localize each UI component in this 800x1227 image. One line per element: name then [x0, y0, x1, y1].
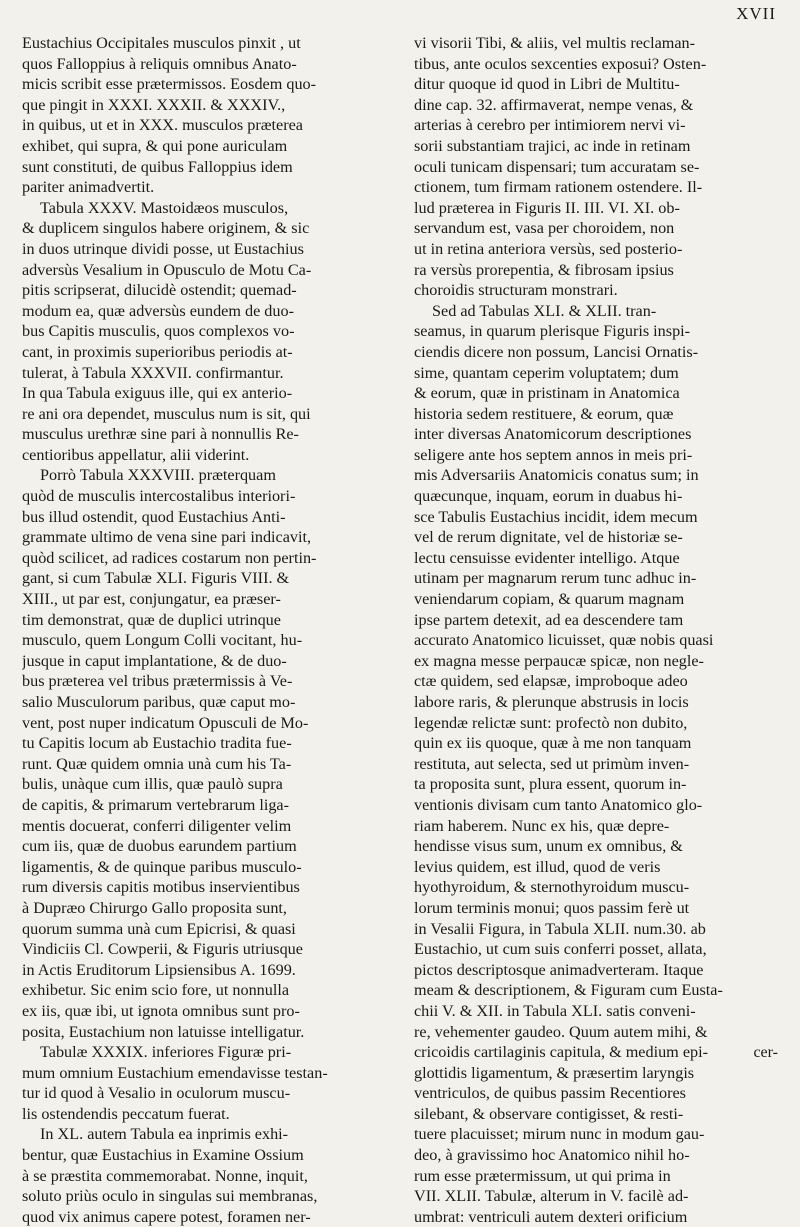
text-line: meam & descriptionem, & Figuram cum Eusta-: [414, 981, 723, 1000]
text-line: hendisse visus sum, unum ex omnibus, &: [414, 837, 683, 856]
text-line: tu Capitis locum ab Eustachio tradita fue-: [22, 734, 292, 753]
text-line: mentis docuerat, conferri diligenter velim: [22, 816, 292, 835]
text-line: & eorum, quæ in pristinam in Anatomica: [414, 384, 680, 403]
text-line: ut in retina anteriora versùs, sed posterio-: [414, 239, 683, 258]
text-line: Porrò Tabula XXXVIII. præterquam: [40, 466, 276, 485]
text-line: tulerat, à Tabula XXXVII. confirmantur.: [22, 363, 284, 382]
text-line: deo, à gravissimo hoc Anatomico nihil ho-: [414, 1146, 690, 1165]
text-line: restituta, aut selecta, sed ut primùm inven-: [414, 754, 690, 773]
text-line: bentur, quæ Eustachius in Examine Ossium: [22, 1146, 304, 1165]
text-line: adversùs Vesalium in Opusculo de Motu Ca-: [22, 260, 312, 279]
text-line: rum esse prætermissum, ut qui prima in: [414, 1166, 671, 1185]
text-line: ex iis, quæ ibi, ut ignota omnibus sunt pro-: [22, 1001, 300, 1020]
text-line: tur id quod à Vesalio in oculorum muscu-: [22, 1084, 291, 1103]
text-line: modum ea, quæ adversùs eundem de duo-: [22, 301, 294, 320]
text-line: quòd de musculis intercostalibus interiori-: [22, 487, 296, 506]
text-line: seamus, in quarum plerisque Figuris inspi-: [414, 322, 691, 341]
text-line: Tabula XXXV. Mastoidæos musculos,: [40, 198, 289, 217]
text-line: tim demonstrat, quæ de duplici utrinque: [22, 610, 281, 629]
text-line: rum diversis capitis motibus inservientibus: [22, 878, 300, 897]
text-line: exhibet, qui supra, & qui pone auriculam: [22, 136, 288, 155]
text-line: cum iis, quæ de duobus earundem partium: [22, 837, 297, 856]
text-line: vi visorii Tibi, & aliis, vel multis reclaman-: [414, 34, 696, 52]
left-column: [22, 33, 386, 1227]
text-line: Sed ad Tabulas XLI. & XLII. tran-: [432, 301, 657, 320]
text-line: tibus, ante oculos sexcenties exposui? Osten-: [414, 54, 707, 73]
text-line: sce Tabulis Eustachius incidit, idem mecum: [414, 507, 698, 526]
text-line: choroidis structuram monstrari.: [414, 281, 618, 300]
text-line: legendæ relictæ sunt: profectò non dubito,: [414, 713, 688, 732]
text-line: quin ex iis quoque, quæ à me non tanquam: [414, 734, 692, 753]
text-line: utinam per magnarum rerum tunc adhuc in-: [414, 569, 697, 588]
text-line: pitis scripserat, dilucidè ostendit; quemad-: [22, 281, 297, 300]
text-line: inter diversas Anatomicorum descriptiones: [414, 425, 692, 444]
text-line: que pingit in XXXI. XXXII. & XXXIV.,: [22, 95, 286, 114]
text-line: jusque in caput implantatione, & de duo-: [22, 651, 287, 670]
text-line: tuere placuisset; mirum nunc in modum gau-: [414, 1125, 705, 1144]
text-line: quorum summa unà cum Epicrisi, & quasi: [22, 919, 296, 938]
text-line: posita, Eustachium non latuisse intelligatur.: [22, 1022, 305, 1041]
text-line: centioribus appellatur, alii viderint.: [22, 445, 250, 464]
text-line: ligamentis, & de quinque paribus musculo-: [22, 857, 302, 876]
text-line: ditur quoque id quod in Libri de Multitu-: [414, 75, 680, 94]
text-line: ipse partem detexit, ad ea descendere tam: [414, 610, 684, 629]
text-line: cant, in proximis superioribus periodis at-: [22, 342, 293, 361]
right-column: [414, 33, 784, 1227]
text-line: levius quidem, est illud, quod de veris: [414, 857, 661, 876]
text-line: VII. XLII. Tabulæ, alterum in V. facilè ad-: [414, 1187, 689, 1206]
text-line: musculo, quem Longum Colli vocitant, hu-: [22, 631, 303, 650]
text-line: in duos utrinque dividi posse, ut Eustachius: [22, 239, 304, 258]
text-line: veniendarum copiam, & quarum magnam: [414, 590, 685, 609]
text-line: quòd scilicet, ad radices costarum non pertin-: [22, 548, 317, 567]
text-line: micis scribit esse prætermissos. Eosdem quo-: [22, 75, 317, 94]
text-line: gant, si cum Tabulæ XLI. Figuris VIII. &: [22, 569, 290, 588]
text-line: arterias à cerebro per intimiorem nervi vi-: [414, 116, 686, 135]
text-line: lud præterea in Figuris II. III. VI. XI. ob-: [414, 198, 680, 217]
text-line: & duplicem singulos habere originem, & sic: [22, 219, 310, 238]
text-line: oculi tunicam dispensari; tum accuratam se-: [414, 157, 700, 176]
text-line: lis ostendendis peccatum fuerat.: [22, 1104, 230, 1123]
text-line: dine cap. 32. affirmaverat, nempe venas, &: [414, 95, 694, 114]
page-number: XVII: [736, 4, 776, 23]
text-line: in Actis Eruditorum Lipsiensibus A. 1699.: [22, 960, 296, 979]
text-line: exhibetur. Sic enim scio fore, ut nonnulla: [22, 981, 290, 1000]
text-line: umbrat: ventriculi autem dexteri orificium: [414, 1207, 688, 1226]
text-line: Tabulæ XXXIX. inferiores Figuræ pri-: [40, 1043, 292, 1062]
text-line: seligere ante hos septem annos in meis pri-: [414, 445, 693, 464]
text-line: Vindiciis Cl. Cowperii, & Figuris utriusque: [22, 940, 303, 959]
text-line: pictos descriptosque animadverteram. Itaque: [414, 960, 704, 979]
text-line: In XL. autem Tabula ea inprimis exhi-: [40, 1125, 289, 1144]
text-line: pariter animadvertit.: [22, 178, 155, 197]
text-line: à se præstita commemorabat. Nonne, inquit,: [22, 1166, 308, 1185]
text-line: runt. Quæ quidem omnia unà cum his Ta-: [22, 754, 292, 773]
text-line: bus præterea vel tribus prætermissis à Ve-: [22, 672, 293, 691]
text-line: hyothyroidum, & sternothyroidum muscu-: [414, 878, 690, 897]
text-line: sime, quantam ceperim voluptatem; dum: [414, 363, 679, 382]
text-line: servandum est, vasa per choroidem, non: [414, 219, 675, 238]
text-line: In qua Tabula exiguus ille, qui ex anterio-: [22, 384, 293, 403]
text-line: accurato Anatomico licuisset, quæ nobis quasi: [414, 631, 714, 650]
text-line: re, vehementer gaudeo. Quum autem mihi, &: [414, 1022, 708, 1041]
text-line: ciendis dicere non possum, Lancisi Ornatis-: [414, 342, 699, 361]
text-line: labore raris, & plerunque abstrusis in locis: [414, 693, 689, 711]
text-line: vent, post nuper indicatum Opusculi de Mo-: [22, 713, 309, 732]
text-line: bulis, unàque cum illis, quæ paulò supra: [22, 775, 283, 794]
text-line: quæcunque, inquam, eorum in duabus hi-: [414, 487, 683, 506]
text-line: Eustachius Occipitales musculos pinxit , ut: [22, 34, 301, 52]
text-line: ra versùs prorepentia, & fibrosam ipsius: [414, 260, 674, 279]
catchword: cer-: [753, 1044, 778, 1061]
text-line: re ani ora dependet, musculus num is sit, qui: [22, 404, 311, 423]
text-line: bus illud ostendit, quod Eustachius Anti-: [22, 507, 286, 526]
text-line: vel de rerum dignitate, vel de historiæ se-: [414, 528, 683, 547]
text-line: bus Capitis musculis, quos complexos vo-: [22, 322, 295, 341]
text-line: sorii substantiam trajici, ac inde in retinam: [414, 136, 691, 155]
text-line: riam haberem. Nunc ex his, quæ depre-: [414, 816, 670, 835]
text-line: à Dupræo Chirurgo Gallo proposita sunt,: [22, 898, 287, 917]
text-line: soluto priùs oculo in singulas sui membranas,: [22, 1187, 318, 1206]
text-line: lorum terminis monui; quos passim ferè ut: [414, 898, 690, 917]
text-line: ctionem, tum firmam rationem ostendere. Il-: [414, 178, 703, 197]
text-line: salio Musculorum paribus, quæ caput mo-: [22, 693, 296, 711]
text-line: ventionis divisam cum tanto Anatomico glo-: [414, 795, 703, 814]
text-line: ctæ quidem, sed elapsæ, improboque adeo: [414, 672, 688, 691]
text-line: grammate ultimo de vena sine pari indicavit,: [22, 528, 312, 547]
text-line: in Vesalii Figura, in Tabula XLII. num.30. ab: [414, 919, 706, 938]
text-line: ex magna messe perpaucæ spicæ, non negle-: [414, 651, 704, 670]
text-line: glottidis ligamentum, & præsertim laryngis: [414, 1063, 695, 1082]
text-line: ta proposita sunt, plura essent, quorum in-: [414, 775, 687, 794]
text-line: historia sedem restituere, & eorum, quæ: [414, 404, 674, 423]
text-line: sunt constituti, de quibus Falloppius idem: [22, 157, 293, 176]
text-line: lectu censuisse evidenter intelligo. Atque: [414, 548, 680, 567]
text-line: ventriculos, de quibus passim Recentiores: [414, 1084, 686, 1103]
text-line: de capitis, & primarum vertebrarum liga-: [22, 795, 289, 814]
text-line: mum omnium Eustachium emendavisse testan-: [22, 1063, 328, 1082]
text-line: Eustachio, ut cum suis conferri posset, allata,: [414, 940, 707, 959]
text-line: chii V. & XII. in Tabula XLI. satis conveni-: [414, 1001, 696, 1020]
text-line: mis Adversariis Anatomicis conatus sum; in: [414, 466, 699, 485]
text-line: silebant, & observare contigisset, & resti-: [414, 1104, 684, 1123]
text-line: XIII., ut par est, conjungatur, ea præser-: [22, 590, 281, 609]
text-line: musculus urethræ sine pari à nonnullis Re-: [22, 425, 299, 444]
text-line: quod vix animus capere potest, foramen ner-: [22, 1207, 311, 1226]
text-line: cricoidis cartilaginis capitula, & medium epi-: [414, 1043, 708, 1062]
text-line: quos Falloppius à reliquis omnibus Anato-: [22, 54, 297, 73]
text-line: in quibus, ut et in XXX. musculos præterea: [22, 116, 303, 135]
